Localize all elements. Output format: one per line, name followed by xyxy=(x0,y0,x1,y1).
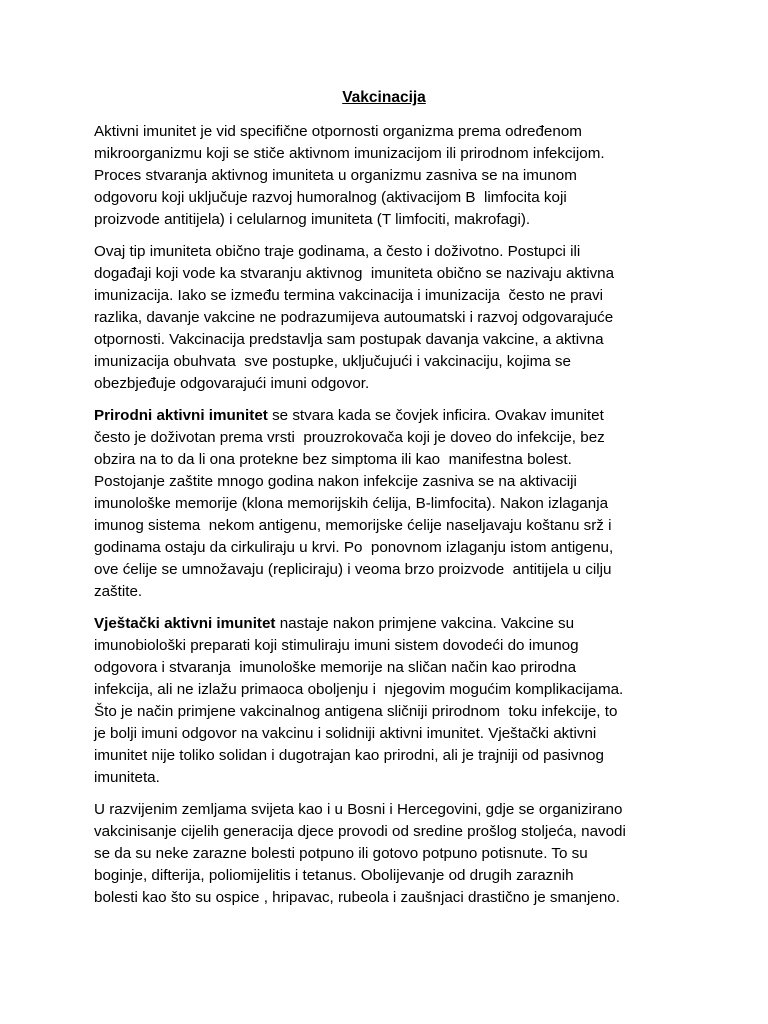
text-line: događaji koji vode ka stvaranju aktivnog imuniteta obično se nazivaju aktivna xyxy=(94,265,615,282)
bold-lead-term: Vještački aktivni imunitet xyxy=(94,615,276,632)
text-line: imunog sistema nekom antigenu, memorijske ćelije naseljavaju koštanu srž i xyxy=(94,517,612,534)
text-line: Postojanje zaštite mnogo godina nakon infekcije zasniva se na aktivaciji xyxy=(94,473,577,490)
text-line: imunizacija. Iako se između termina vakcinacija i imunizacija često ne pravi xyxy=(94,287,603,304)
text-line xyxy=(94,405,694,427)
text-line xyxy=(94,613,694,635)
paragraph-4 xyxy=(94,613,694,789)
paragraph-1 xyxy=(94,121,694,231)
text-line: Aktivni imunitet je vid specifične otpornosti organizma prema određenom xyxy=(94,123,582,140)
text-line: mikroorganizmu koji se stiče aktivnom imunizacijom ili prirodnom infekcijom. xyxy=(94,145,605,162)
text-line: proizvode antitijela) i celularnog imuniteta (T limfociti, makrofagi). xyxy=(94,211,531,228)
text-line: Proces stvaranja aktivnog imuniteta u organizmu zasniva se na imunom xyxy=(94,167,577,184)
text-line: ove ćelije se umnožavaju (repliciraju) i veoma brzo proizvode antitijela u cilju xyxy=(94,561,612,578)
document-title: Vakcinacija xyxy=(342,89,426,106)
text-line: odgovoru koji uključuje razvoj humoralnog (aktivacijom B limfocita koji xyxy=(94,189,567,206)
text-line: otpornosti. Vakcinacija predstavlja sam postupak davanja vakcine, a aktivna xyxy=(94,331,604,348)
text-line: odgovora i stvaranja imunološke memorije na sličan način kao prirodna xyxy=(94,659,577,676)
document-body xyxy=(94,121,694,919)
text-line: infekcija, ali ne izlažu primaoca oboljenju i njegovim mogućim komplikacijama. xyxy=(94,681,624,698)
text-line: razlika, davanje vakcine ne podrazumijeva autoumatski i razvoj odgovarajuće xyxy=(94,309,614,326)
paragraph-2 xyxy=(94,241,694,395)
text-line: Ovaj tip imuniteta obično traje godinama, a često i doživotno. Postupci ili xyxy=(94,243,581,260)
text-line: godinama ostaju da cirkuliraju u krvi. Po ponovnom izlaganju istom antigenu, xyxy=(94,539,614,556)
text-line: imunobiološki preparati koji stimuliraju imuni sistem dovodeći do imunog xyxy=(94,637,579,654)
text-line: imunološke memorije (klona memorijskih ćelija, B-limfocita). Nakon izlaganja xyxy=(94,495,609,512)
text-line: vakcinisanje cijelih generacija djece provodi od sredine prošlog stoljeća, navodi xyxy=(94,823,626,840)
paragraph-5 xyxy=(94,799,694,909)
text-line: zaštite. xyxy=(94,583,143,600)
text-line: je bolji imuni odgovor na vakcinu i solidniji aktivni imunitet. Vještački aktivni xyxy=(94,725,597,742)
text-line: Što je način primjene vakcinalnog antigena sličniji prirodnom toku infekcije, to xyxy=(94,703,618,720)
text-line: imuniteta. xyxy=(94,769,160,786)
bold-lead-term: Prirodni aktivni imunitet xyxy=(94,407,268,424)
text-line: bolesti kao što su ospice , hripavac, rubeola i zaušnjaci drastično je smanjeno. xyxy=(94,889,620,906)
text-line: obezbjeđuje odgovarajući imuni odgovor. xyxy=(94,375,370,392)
text-line: imunitet nije toliko solidan i dugotrajan kao prirodni, ali je trajniji od pasivnog xyxy=(94,747,604,764)
text-line: često je doživotan prema vrsti prouzrokovača koji je doveo do infekcije, bez xyxy=(94,429,605,446)
text-line: obzira na to da li ona protekne bez simptoma ili kao manifestna bolest. xyxy=(94,451,572,468)
text-line: imunizacija obuhvata sve postupke, uključujući i vakcinaciju, kojima se xyxy=(94,353,571,370)
text-segment: nastaje nakon primjene vakcina. Vakcine su xyxy=(275,615,575,632)
text-line: boginje, difterija, poliomijelitis i tetanus. Obolijevanje od drugih zaraznih xyxy=(94,867,574,884)
text-segment: se stvara kada se čovjek inficira. Ovakav imunitet xyxy=(267,407,604,424)
text-line: U razvijenim zemljama svijeta kao i u Bosni i Hercegovini, gdje se organizirano xyxy=(94,801,623,818)
paragraph-3 xyxy=(94,405,694,603)
text-line: se da su neke zarazne bolesti potpuno ili gotovo potpuno potisnute. To su xyxy=(94,845,588,862)
